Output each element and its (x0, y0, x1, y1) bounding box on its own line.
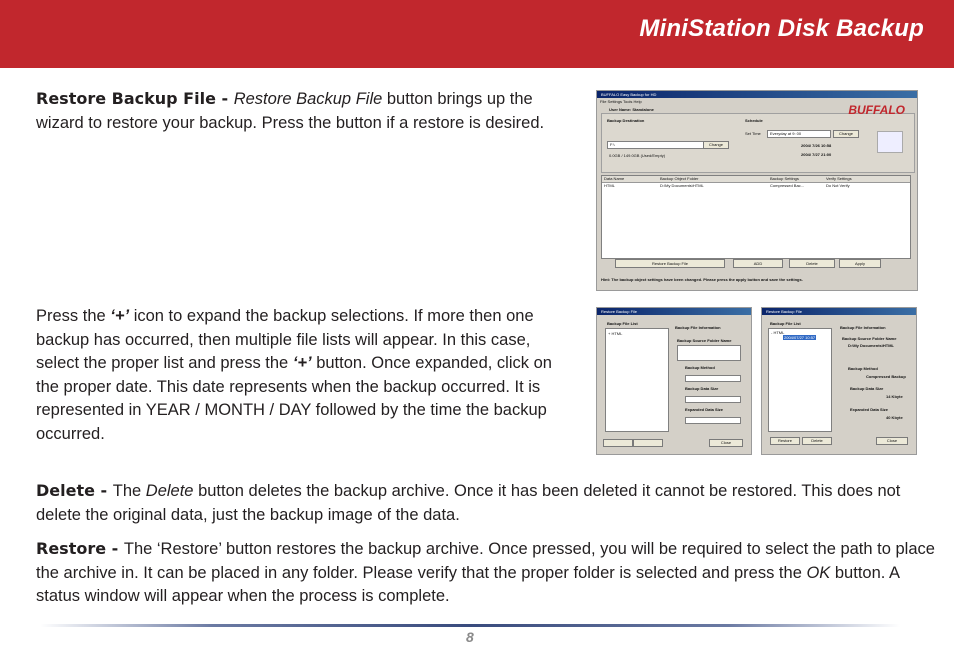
expand-paragraph (36, 305, 566, 446)
page-number: 8 (466, 629, 474, 645)
delete-paragraph (36, 479, 936, 527)
row-backup-settings: Compressed Bac... (770, 183, 805, 188)
restore-dialog-expanded (761, 307, 917, 455)
expanded-delete-button[interactable]: Delete (802, 437, 832, 445)
backup-destination-label: Backup Destination (607, 118, 645, 123)
collapsed-src-field (677, 345, 741, 361)
expanded-method-label: Backup Method (848, 366, 878, 371)
expanded-list-label: Backup File List (770, 321, 801, 326)
restore-text-2: button. A status window will appear when the process is complete. (36, 563, 900, 605)
expanded-src-label: Backup Source Folder Name (842, 336, 897, 341)
backup-drive-icon (877, 131, 903, 153)
col-data-name: Data Name (604, 176, 625, 181)
col-verify-settings: Verify Settings (826, 176, 852, 181)
collapsed-dialog-title: Restore Backup File (601, 309, 638, 314)
header-bar (0, 0, 954, 68)
expanded-dialog-titlebar (762, 308, 916, 315)
drive-field[interactable] (607, 141, 704, 149)
change-schedule-button[interactable]: Change (833, 130, 859, 138)
hint-text: Hint: The backup object settings have been changed. Please press the apply button and save the settings. (601, 277, 803, 282)
collapsed-file-tree[interactable] (605, 328, 669, 432)
delete-lead: Delete - (36, 481, 113, 500)
expanded-method-value: Compressed Backup (866, 374, 906, 379)
col-backup-folder: Backup Object Folder (660, 176, 699, 181)
expanded-restore-button[interactable]: Restore (770, 437, 800, 445)
restore-lead: Restore - (36, 539, 124, 558)
restore-dialog-collapsed (596, 307, 752, 455)
expanded-exp-label: Expanded Data Size (850, 407, 889, 412)
footer-divider (40, 624, 900, 627)
collapsed-method-field (685, 375, 741, 382)
expand-text-2: icon to expand the backup selections. If more then one backup has occurred, then multiple file lists will appear. In this case, select the proper list and press the (36, 307, 534, 372)
collapsed-info-label: Backup File Information (675, 325, 721, 330)
collapsed-exp-label: Expanded Data Size (685, 407, 724, 412)
restore-backup-file-lead: Restore Backup File - (36, 89, 234, 108)
plus-symbol-1: ‘+’ (110, 307, 130, 325)
restore-backup-file-italic: Restore Backup File (233, 90, 383, 108)
expand-text-3: button. Once expanded, click on the proper date. This date represents when the backup occurred. It is represented in YEAR / MONTH / DAY followed by the time the backup occurred. (36, 354, 552, 443)
restore-backup-file-paragraph (36, 87, 576, 135)
collapsed-dialog-titlebar (597, 308, 751, 315)
schedule-value: Everyday at 9: 00 (770, 131, 802, 136)
drive-size: 0.0GB / 149.0GB (Used/Empty) (609, 153, 666, 158)
main-window-titlebar (597, 91, 917, 98)
expanded-exp-value: 40 Kbyte (886, 415, 903, 420)
col-backup-settings: Backup Settings (770, 176, 799, 181)
delete-text-2: button deletes the backup archive. Once it has been deleted it cannot be restored. This does not delete the original data, just the backup image of the data. (36, 482, 901, 524)
expanded-close-button[interactable]: Close (876, 437, 908, 445)
collapsed-delete-button-disabled[interactable] (633, 439, 663, 447)
collapsed-src-label: Backup Source Folder Name (677, 338, 732, 343)
schedule-label: Schedule (745, 118, 763, 123)
apply-button[interactable]: Apply (839, 259, 881, 268)
page-title: MiniStation Disk Backup (639, 15, 924, 42)
schedule-field[interactable] (767, 130, 831, 138)
row-data-name[interactable]: HTML (604, 183, 615, 188)
table-header (602, 176, 910, 183)
expanded-file-tree[interactable] (768, 328, 832, 432)
user-name-tab[interactable]: User Name: Standalone (609, 107, 654, 112)
restore-italic: OK (806, 563, 831, 582)
collapsed-size-field (685, 396, 741, 403)
collapsed-restore-button-disabled[interactable] (603, 439, 633, 447)
backup-data-table (601, 175, 911, 259)
collapsed-tree-item[interactable]: + HTML (608, 331, 623, 336)
main-window-title: BUFFALO Easy Backup for HD (601, 92, 657, 97)
restore-backup-file-button[interactable]: Restore Backup File (615, 259, 725, 268)
delete-button[interactable]: Delete (789, 259, 835, 268)
row-backup-folder: D:\My Documents\HTML (660, 183, 704, 188)
main-window-menu: File Settings Tools Help (600, 99, 642, 104)
delete-italic: Delete (145, 482, 194, 500)
expanded-src-value: D:\My Documents\HTML (848, 343, 894, 348)
add-button[interactable]: ADD (733, 259, 783, 268)
main-window-screenshot (596, 90, 918, 291)
collapsed-method-label: Backup Method (685, 365, 715, 370)
collapsed-exp-field (685, 417, 741, 424)
collapsed-close-button[interactable]: Close (709, 439, 743, 447)
collapsed-list-label: Backup File List (607, 321, 638, 326)
last-backup-time: 2004/ 7/27 21:00 (801, 152, 832, 157)
buffalo-logo: BUFFALO (848, 103, 905, 117)
restore-text-1: The ‘Restore’ button restores the backup archive. Once pressed, you will be required to select the path to place the archive in. It can be placed in any folder. Please verify that the proper folder is selected and press the (36, 540, 935, 582)
expanded-size-value: 14 Kbyte (886, 394, 903, 399)
restore-paragraph (36, 537, 936, 609)
restore-backup-file-text: button brings up the wizard to restore your backup. Press the button if a restore is desired. (36, 90, 545, 132)
expanded-info-label: Backup File Information (840, 325, 886, 330)
selected-backup-date[interactable]: 2004/07/27 10:57 (784, 335, 816, 340)
expanded-dialog-title: Restore Backup File (766, 309, 803, 314)
change-destination-button[interactable]: Change (703, 141, 729, 149)
next-backup-time: 2004/ 7/26 10:58 (801, 143, 832, 148)
expanded-tree-item[interactable]: - HTML (771, 330, 785, 335)
set-time-label: Set Time (745, 131, 761, 136)
drive-value: F:\ (610, 142, 615, 147)
collapsed-size-label: Backup Data Size (685, 386, 719, 391)
delete-text-1: The (112, 482, 146, 500)
expand-text-1: Press the (36, 307, 111, 325)
plus-symbol-2: ‘+’ (292, 354, 312, 372)
expanded-size-label: Backup Data Size (850, 386, 884, 391)
row-verify-settings: Do Not Verify (826, 183, 850, 188)
